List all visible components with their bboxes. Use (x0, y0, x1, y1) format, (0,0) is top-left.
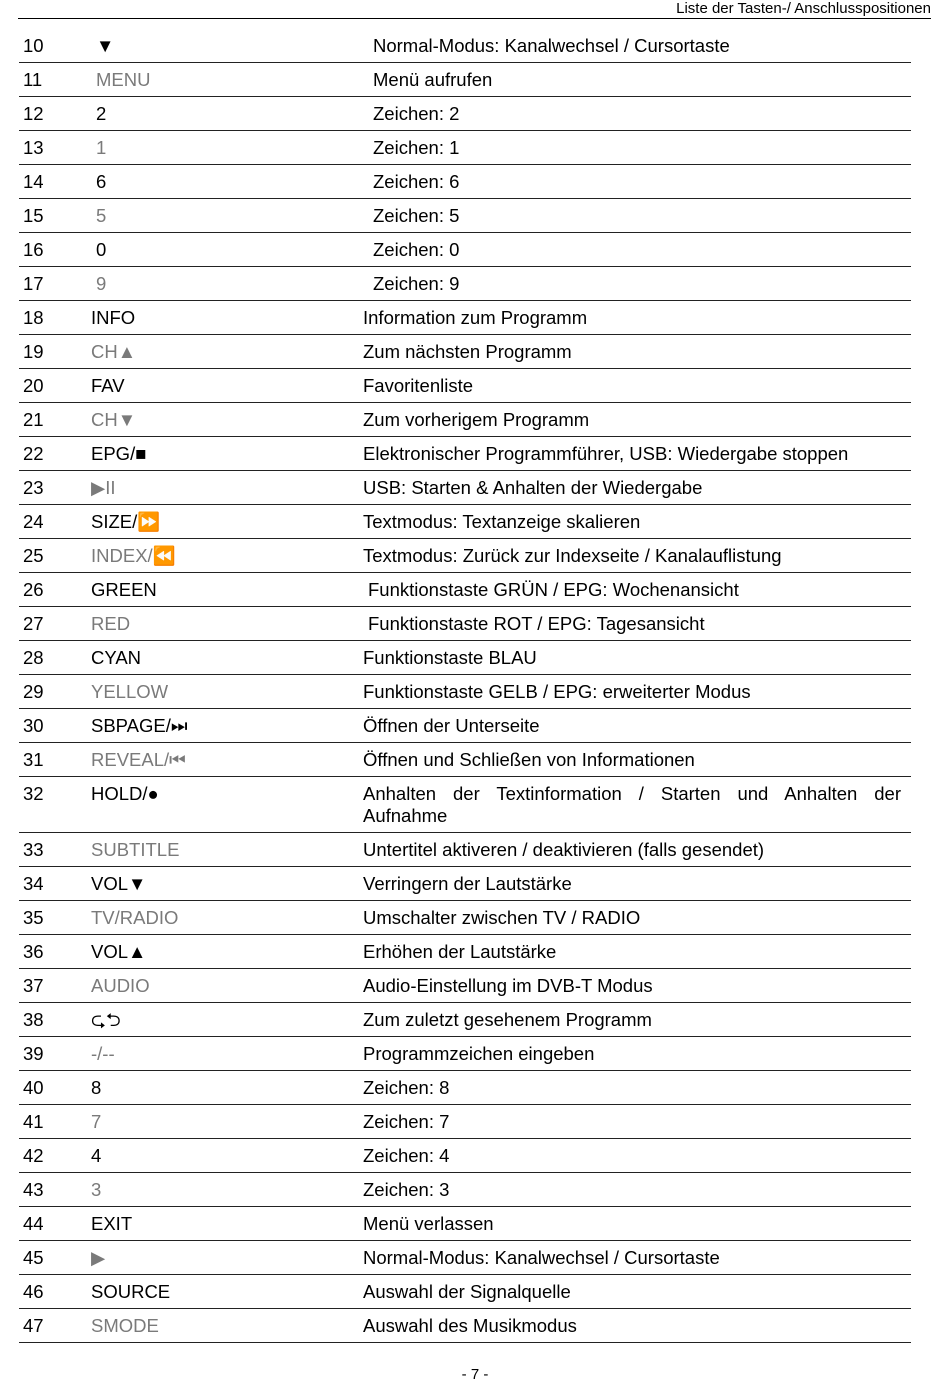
table-row (19, 777, 911, 833)
table-row (19, 1207, 911, 1241)
row-number: 42 (23, 1145, 44, 1166)
table-row (19, 267, 911, 301)
header-rule (18, 18, 931, 19)
function-description: Verringern der Lautstärke (363, 873, 572, 894)
table-row (19, 867, 911, 901)
function-description: Zeichen: 1 (373, 137, 460, 158)
row-number: 46 (23, 1281, 44, 1302)
function-description: Programmzeichen eingeben (363, 1043, 595, 1064)
button-key-label: HOLD/● (91, 783, 159, 804)
table-row (19, 1275, 911, 1309)
table-row (19, 131, 911, 165)
table-row (19, 505, 911, 539)
function-description: Zum nächsten Programm (363, 341, 572, 362)
button-key-label: 5 (96, 205, 107, 226)
function-description: Zum vorherigem Programm (363, 409, 590, 430)
row-number: 43 (23, 1179, 44, 1200)
function-description: Funktionstaste GELB / EPG: erweiterter Modus (363, 681, 751, 702)
table-row (19, 607, 911, 641)
button-key-label: INDEX/⏪ (91, 545, 176, 566)
function-description: Zeichen: 7 (363, 1111, 450, 1132)
row-number: 27 (23, 613, 44, 634)
table-row (19, 1173, 911, 1207)
function-description: Zeichen: 3 (363, 1179, 450, 1200)
page-header-title: Liste der Tasten-/ Anschlusspositionen (676, 0, 931, 17)
page-number: - 7 - (461, 1366, 489, 1383)
function-description: Textmodus: Textanzeige skalieren (363, 511, 641, 532)
row-number: 34 (23, 873, 44, 894)
function-description: Information zum Programm (363, 307, 588, 328)
button-key-label: SUBTITLE (91, 839, 180, 860)
row-number: 11 (23, 69, 43, 90)
function-description: Menü verlassen (363, 1213, 494, 1234)
button-key-label: -/-- (91, 1043, 115, 1064)
function-description: Normal-Modus: Kanalwechsel / Cursortaste (363, 1247, 720, 1268)
table-row (19, 29, 911, 63)
table-row (19, 675, 911, 709)
row-number: 41 (23, 1111, 44, 1132)
function-description: Untertitel aktiveren / deaktivieren (falls gesendet) (363, 839, 765, 860)
function-description: Zeichen: 2 (373, 103, 460, 124)
row-number: 31 (23, 749, 44, 770)
function-description: Zeichen: 5 (373, 205, 460, 226)
row-number: 44 (23, 1213, 44, 1234)
function-description: Anhalten der Textinformation / Starten und Anhalten der Aufnahme (363, 783, 901, 826)
table-row (19, 1037, 911, 1071)
row-number: 28 (23, 647, 44, 668)
function-description: Zeichen: 0 (373, 239, 460, 260)
row-number: 37 (23, 975, 44, 996)
button-key-label: ▶II (91, 477, 116, 498)
function-description: Zum zuletzt gesehenem Programm (363, 1009, 652, 1030)
button-key-label: 2 (96, 103, 107, 124)
table-row (19, 833, 911, 867)
table-row (19, 935, 911, 969)
row-number: 36 (23, 941, 44, 962)
table-row (19, 1071, 911, 1105)
button-key-label: VOL▼ (91, 873, 147, 894)
row-number: 40 (23, 1077, 44, 1098)
row-number: 38 (23, 1009, 44, 1030)
row-number: 24 (23, 511, 44, 532)
row-number: 21 (23, 409, 44, 430)
table-row (19, 1105, 911, 1139)
button-key-label: 1 (96, 137, 107, 158)
row-number: 45 (23, 1247, 44, 1268)
button-key-label: YELLOW (91, 681, 169, 702)
row-number: 25 (23, 545, 44, 566)
row-number: 33 (23, 839, 44, 860)
row-number: 35 (23, 907, 44, 928)
function-description: Zeichen: 9 (373, 273, 460, 294)
table-row (19, 641, 911, 675)
function-description: Audio-Einstellung im DVB-T Modus (363, 975, 653, 996)
function-description: Auswahl des Musikmodus (363, 1315, 577, 1336)
button-key-label: GREEN (91, 579, 157, 600)
table-row (19, 335, 911, 369)
row-number: 22 (23, 443, 44, 464)
table-row (19, 969, 911, 1003)
button-key-label: RED (91, 613, 131, 634)
row-number: 15 (23, 205, 44, 226)
button-key-label: 8 (91, 1077, 102, 1098)
button-key-label: ⮎⮌ (91, 1009, 121, 1030)
button-key-label: SOURCE (91, 1281, 171, 1302)
button-key-label: EXIT (91, 1213, 133, 1234)
table-row (19, 233, 911, 267)
table-row (19, 1241, 911, 1275)
function-description: Zeichen: 4 (363, 1145, 450, 1166)
table-row (19, 471, 911, 505)
table-row (19, 199, 911, 233)
button-key-label: REVEAL/⏮ (91, 749, 186, 770)
row-number: 16 (23, 239, 44, 260)
table-row (19, 165, 911, 199)
table-row (19, 709, 911, 743)
function-description: Normal-Modus: Kanalwechsel / Cursortaste (373, 35, 730, 56)
button-key-label: 9 (96, 273, 107, 294)
function-description: USB: Starten & Anhalten der Wiedergabe (363, 477, 703, 498)
table-row (19, 63, 911, 97)
key-table (19, 29, 911, 1343)
row-number: 17 (23, 273, 44, 294)
button-key-label: AUDIO (91, 975, 150, 996)
function-description: Funktionstaste BLAU (363, 647, 537, 668)
table-row (19, 539, 911, 573)
row-number: 47 (23, 1315, 44, 1336)
button-key-label: 4 (91, 1145, 102, 1166)
button-key-label: SMODE (91, 1315, 159, 1336)
row-number: 26 (23, 579, 44, 600)
row-number: 32 (23, 783, 44, 804)
table-row (19, 301, 911, 335)
table-row (19, 369, 911, 403)
button-key-label: CH▲ (91, 341, 137, 362)
function-description: Umschalter zwischen TV / RADIO (363, 907, 641, 928)
function-description: Auswahl der Signalquelle (363, 1281, 571, 1302)
row-number: 29 (23, 681, 44, 702)
function-description: Öffnen der Unterseite (363, 715, 540, 736)
row-number: 20 (23, 375, 44, 396)
row-number: 39 (23, 1043, 44, 1064)
row-number: 13 (23, 137, 44, 158)
function-description: Favoritenliste (363, 375, 474, 396)
row-number: 23 (23, 477, 44, 498)
button-key-label: ▶ (91, 1247, 106, 1268)
row-number: 18 (23, 307, 44, 328)
table-row (19, 743, 911, 777)
row-number: 14 (23, 171, 44, 192)
function-description: Textmodus: Zurück zur Indexseite / Kanalauflistung (363, 545, 782, 566)
function-description: Funktionstaste GRÜN / EPG: Wochenansicht (368, 579, 739, 600)
button-key-label: CH▼ (91, 409, 137, 430)
function-description: Öffnen und Schließen von Informationen (363, 749, 695, 770)
table-row (19, 1003, 911, 1037)
row-number: 10 (23, 35, 44, 56)
table-row (19, 1309, 911, 1343)
button-key-label: CYAN (91, 647, 142, 668)
table-row (19, 437, 911, 471)
button-key-label: TV/RADIO (91, 907, 179, 928)
button-key-label: EPG/■ (91, 443, 147, 464)
function-description: Elektronischer Programmführer, USB: Wiedergabe stoppen (363, 443, 849, 464)
table-row (19, 573, 911, 607)
table-row (19, 97, 911, 131)
button-key-label: SBPAGE/⏭ (91, 715, 188, 736)
button-key-label: INFO (91, 307, 136, 328)
button-key-label: 3 (91, 1179, 102, 1200)
table-row (19, 403, 911, 437)
button-key-label: SIZE/⏩ (91, 511, 161, 532)
row-number: 19 (23, 341, 44, 362)
function-description: Zeichen: 8 (363, 1077, 450, 1098)
function-description: Erhöhen der Lautstärke (363, 941, 557, 962)
function-description: Funktionstaste ROT / EPG: Tagesansicht (368, 613, 705, 634)
button-key-label: 6 (96, 171, 107, 192)
table-row (19, 1139, 911, 1173)
table-row (19, 901, 911, 935)
button-key-label: 7 (91, 1111, 102, 1132)
row-number: 30 (23, 715, 44, 736)
button-key-label: VOL▲ (91, 941, 147, 962)
button-key-label: MENU (96, 69, 151, 90)
function-description: Menü aufrufen (373, 69, 493, 90)
button-key-label: FAV (91, 375, 125, 396)
row-number: 12 (23, 103, 44, 124)
button-key-label: 0 (96, 239, 107, 260)
button-key-label: ▼ (96, 35, 115, 56)
function-description: Zeichen: 6 (373, 171, 460, 192)
